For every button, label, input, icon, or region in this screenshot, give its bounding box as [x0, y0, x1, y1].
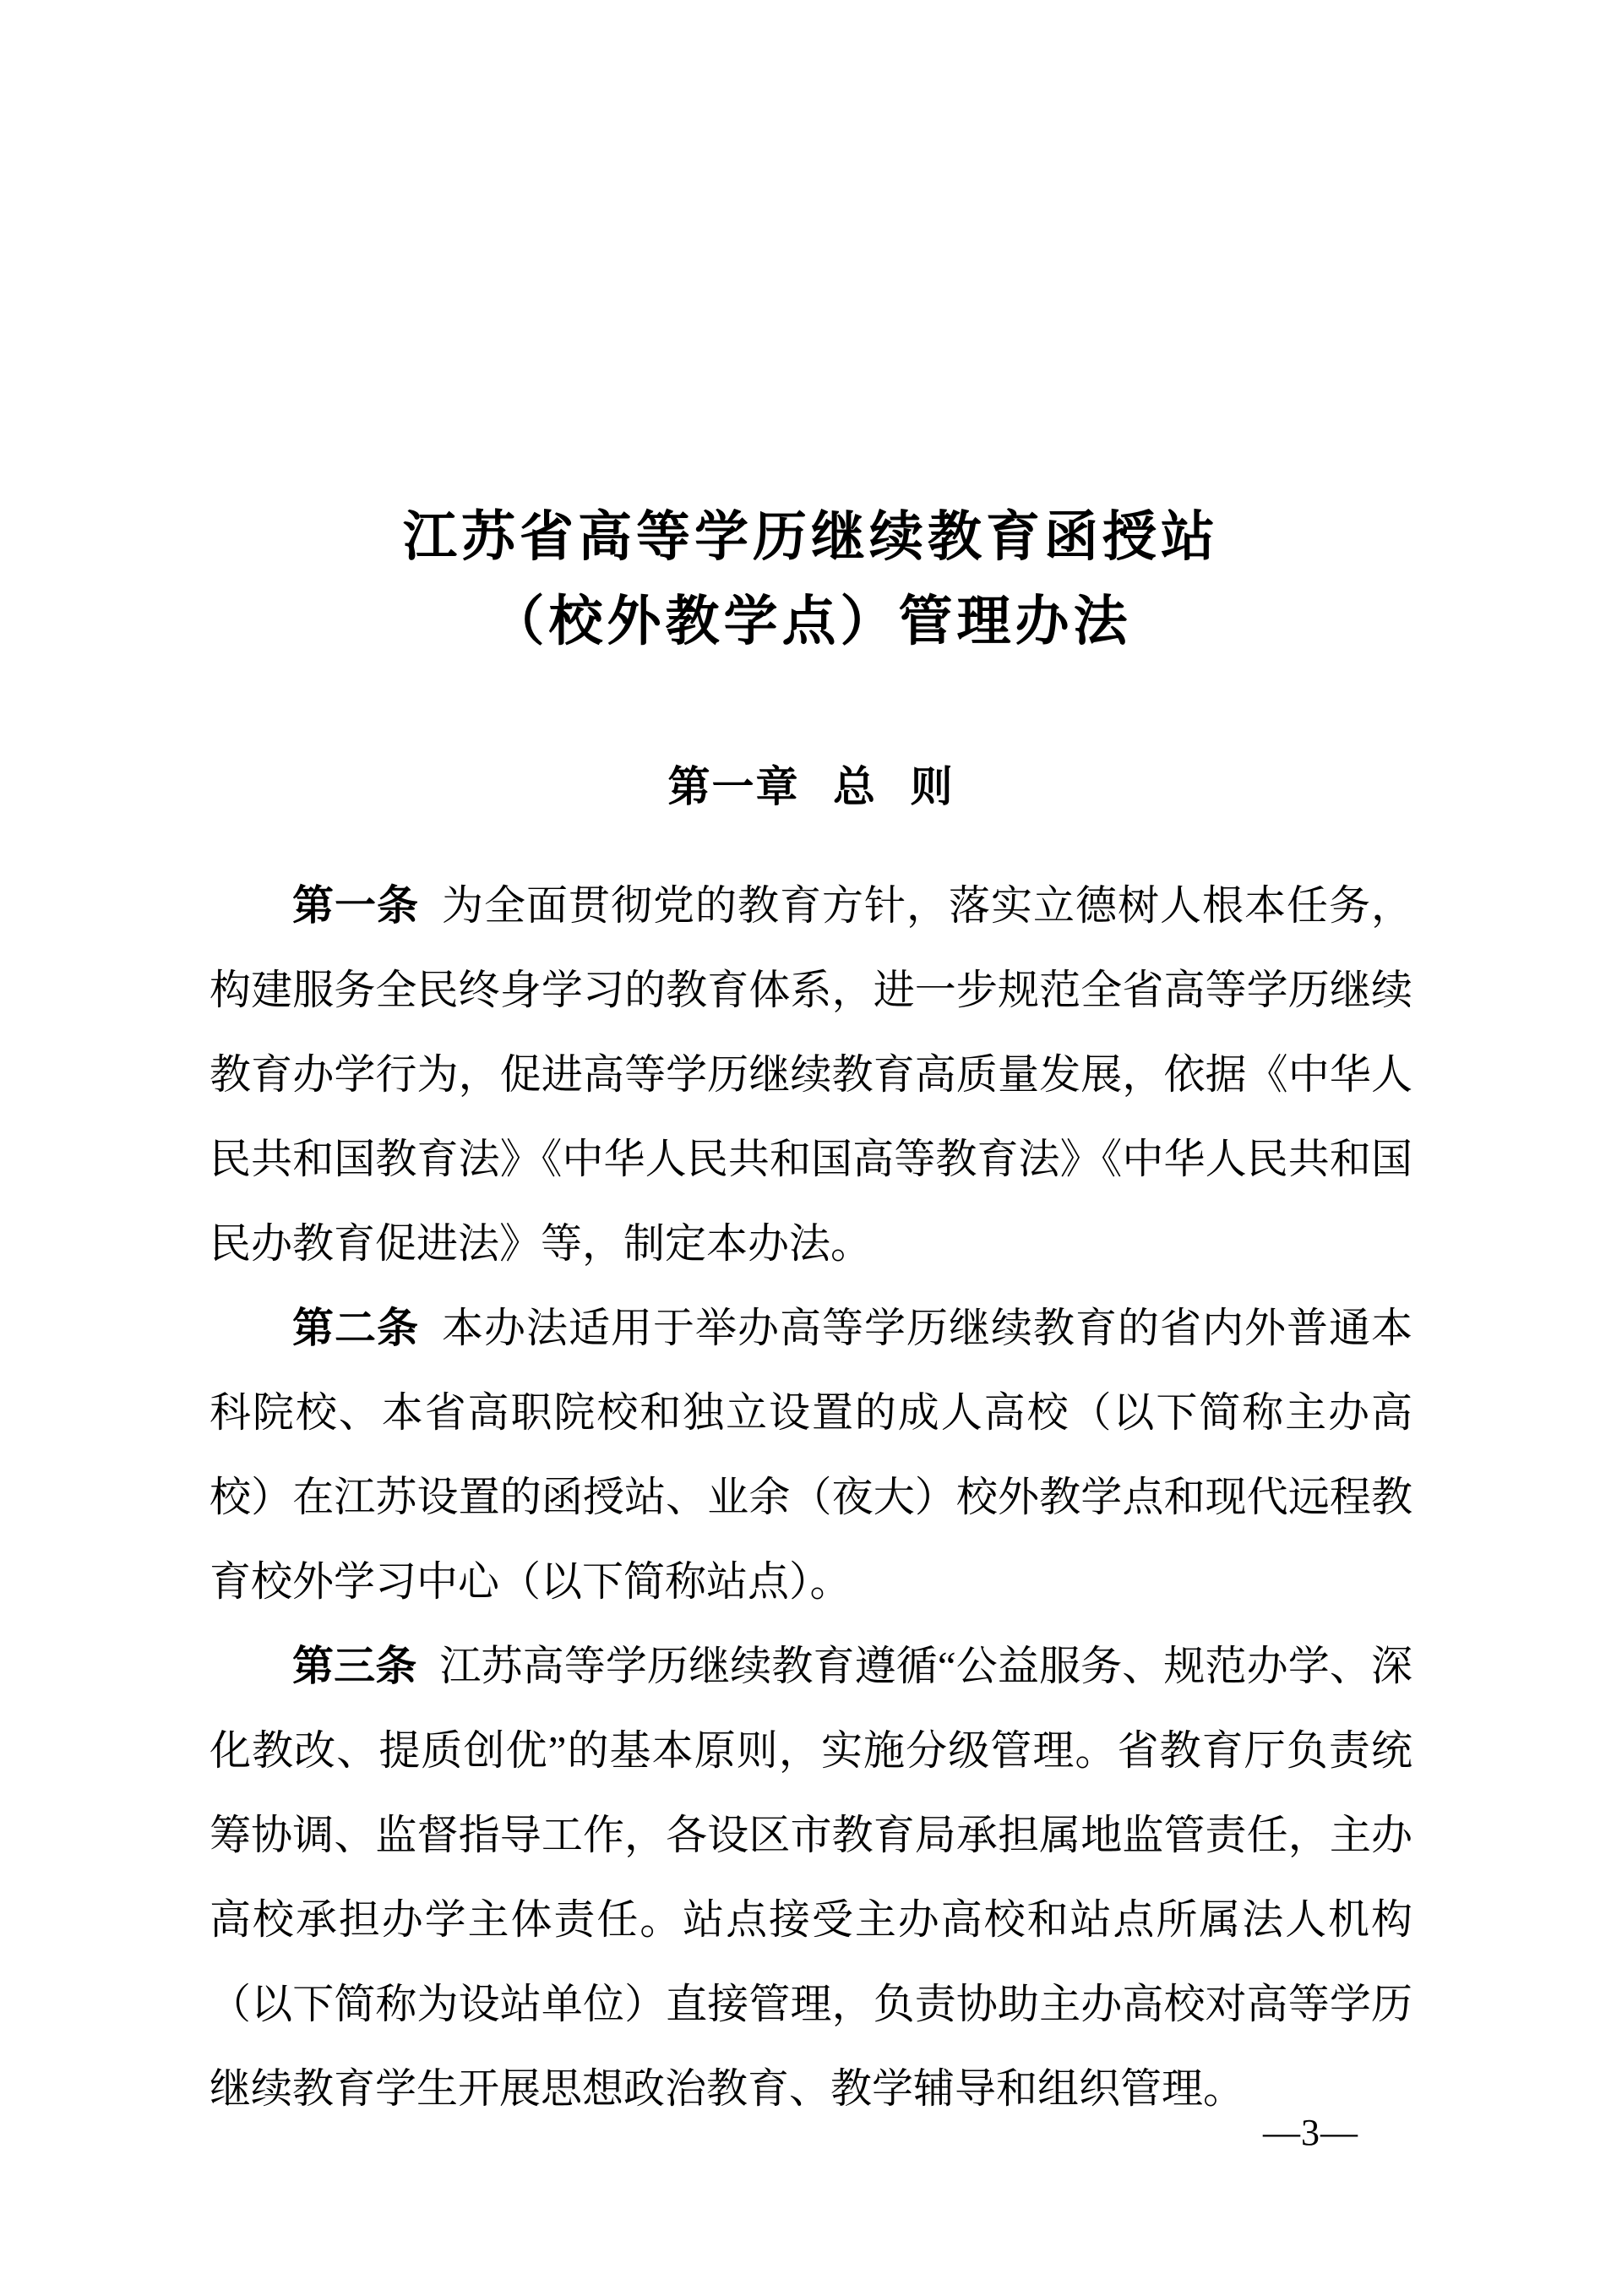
document-body — [210, 864, 1412, 2131]
article-paragraph — [210, 1286, 1412, 1624]
article-label: 第二条 — [292, 1305, 420, 1352]
page-number: —3— — [1263, 2112, 1358, 2153]
article-paragraph — [210, 1624, 1412, 2131]
title-line-1: 江苏省高等学历继续教育函授站 — [403, 506, 1219, 567]
article-text: 本办法适用于举办高等学历继续教育的省内外普通本科院校、本省高职院校和独立设置的成人高校（以下简称主办高校）在江苏设置的函授站、业余（夜大）校外教学点和现代远程教育校外学习中心（以下简称站点）。 — [210, 1305, 1412, 1606]
chapter-heading: 第一章 总 则 — [667, 762, 955, 810]
article-label: 第三条 — [292, 1643, 417, 1690]
title-line-2: （校外教学点）管理办法 — [490, 591, 1132, 652]
article-text: 为全面贯彻党的教育方针，落实立德树人根本任务，构建服务全民终身学习的教育体系，进一步规范全省高等学历继续教育办学行为，促进高等学历继续教育高质量发展，依据《中华人民共和国教育法》《中华人民共和国高等教育法》《中华人民共和国民办教育促进法》等，制定本办法。 — [210, 882, 1412, 1268]
article-text: 江苏高等学历继续教育遵循“公益服务、规范办学、深化教改、提质创优”的基本原则，实施分级管理。省教育厅负责统筹协调、监督指导工作，各设区市教育局承担属地监管责任，主办高校承担办学主体责任。站点接受主办高校和站点所属法人机构（以下简称为设站单位）直接管理，负责协助主办高校对高等学历继续教育学生开展思想政治教育、教学辅导和组织管理。 — [210, 1643, 1412, 2113]
document-title — [0, 36, 1622, 664]
article-paragraph — [210, 864, 1412, 1286]
article-label: 第一条 — [292, 882, 420, 930]
